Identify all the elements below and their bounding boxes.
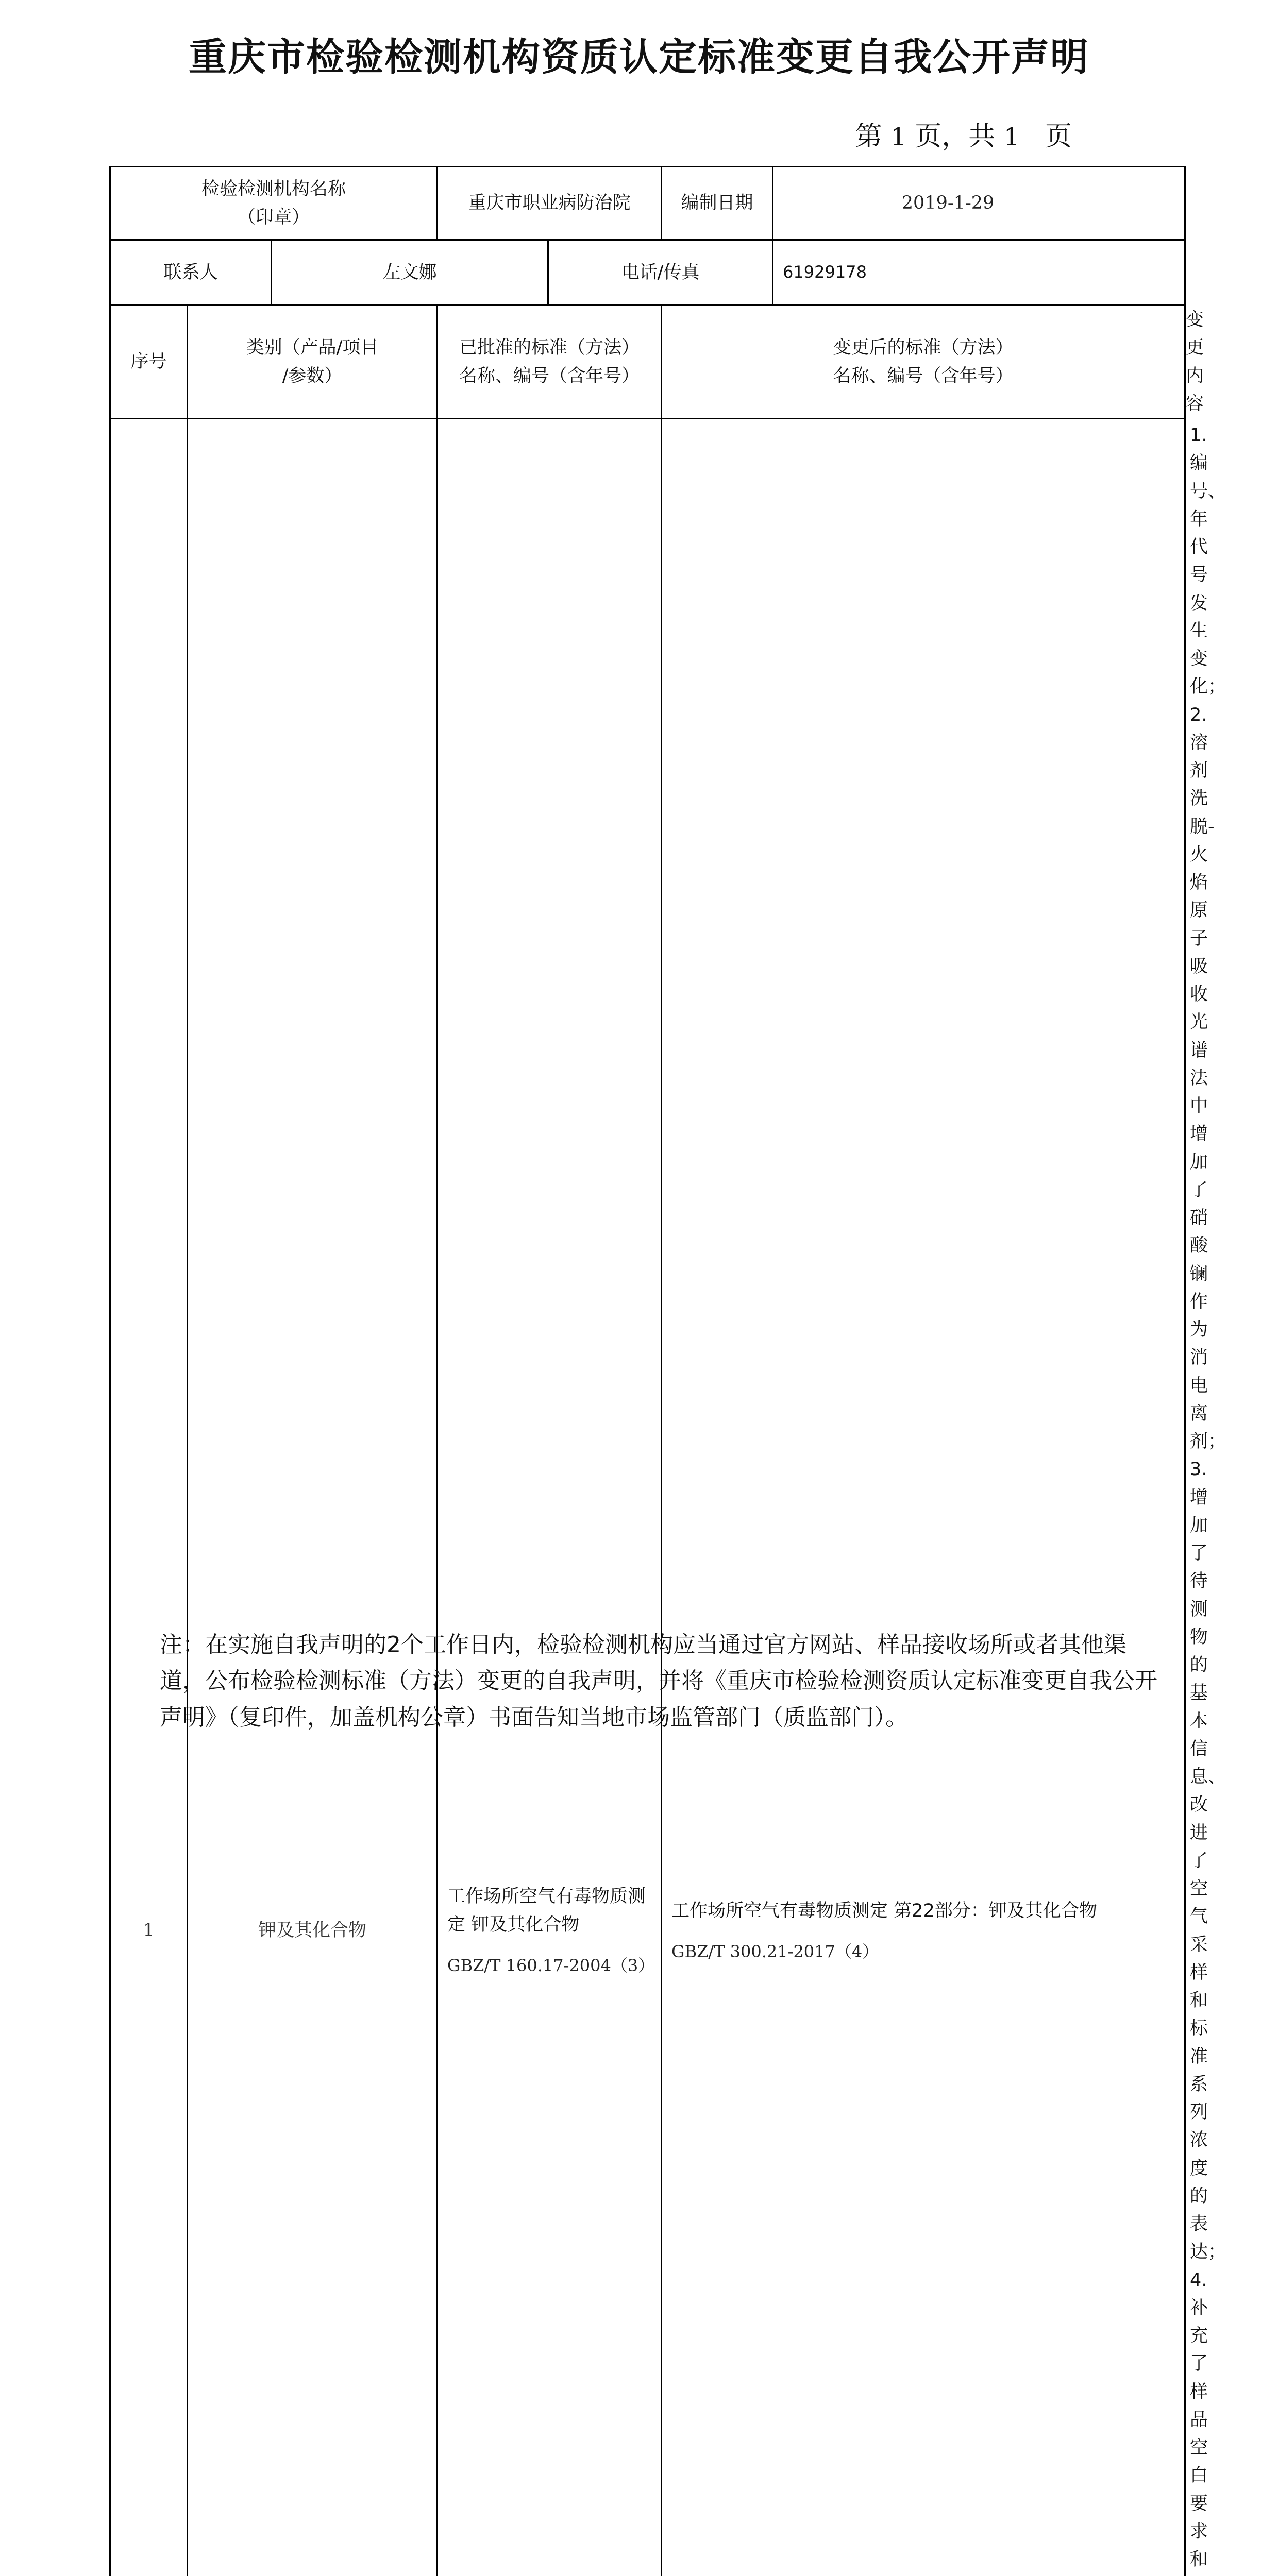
row-seq: 1 bbox=[110, 419, 188, 2576]
col-approved-header bbox=[438, 306, 662, 419]
phone-value: 61929178 bbox=[773, 240, 1185, 306]
contact-label: 联系人 bbox=[110, 240, 272, 306]
changed-name: 工作场所空气有毒物质测定 第22部分：钾及其化合物 bbox=[671, 1897, 1175, 1925]
org-name-label-line1: 检验检测机构名称 bbox=[111, 175, 436, 203]
page-prefix: 第 bbox=[855, 121, 882, 152]
col-category-header bbox=[188, 306, 438, 419]
table-row: 1 钾及其化合物 工作场所空气有毒物质测定 钾及其化合物 GBZ/T 160.17-2004（3） 工作场所空气有毒物质测定 第22部分：钾及其化合物 GBZ/T 300.21-2017（4） 1.编号、年代号发生变化； 2.溶剂洗脱-火焰原子吸收光谱法中增加了硝酸镧作为消电离剂； 3.增加了待测物的基本信息、改进了空气采样和标准系列浓度的表达； 4.补充了样品空白要求和 bbox=[110, 419, 1185, 2576]
col-category-line1: 类别（产品/项目 bbox=[188, 334, 436, 362]
col-changed-line2: 名称、编号（含年号） bbox=[662, 362, 1184, 390]
col-seq-header: 序号 bbox=[110, 306, 188, 419]
page-indicator bbox=[855, 114, 1072, 153]
page-suffix: 页 bbox=[1045, 121, 1072, 152]
col-changed-line1: 变更后的标准（方法） bbox=[662, 334, 1184, 362]
date-label: 编制日期 bbox=[662, 167, 773, 240]
org-name-label bbox=[110, 167, 438, 240]
document-title: 重庆市检验检测机构资质认定标准变更自我公开声明 bbox=[0, 27, 1278, 81]
contact-value: 左文娜 bbox=[272, 240, 548, 306]
col-approved-line1: 已批准的标准（方法） bbox=[438, 334, 661, 362]
phone-label: 电话/传真 bbox=[548, 240, 773, 306]
col-changed-header bbox=[662, 306, 1185, 419]
page-current: 1 bbox=[890, 123, 906, 151]
row-changed bbox=[662, 419, 1185, 2576]
row-approved bbox=[438, 419, 662, 2576]
declaration-table: 检验检测机构名称 （印章） 重庆市职业病防治院 编制日期 2019-1-29 联系人 左文娜 电话/传真 61929178 序号 类别（产品/项目 /参数） 已批准的标准（方法） 名称、编号（含年号） 变更后的标准（方法） 名称、编号（含年号） 变更内容 1 钾及其化合物 工作场所空气有毒物质测定 钾及其化合物 GBZ/T 160.17-2004（3） 工作场所空气有毒物质测定 第22部分：钾及其化合物 GBZ/T 300.21-2017（4） 1.编号、年代号发生变化； 2.溶剂洗脱-火焰原子吸收光谱法中增加了硝酸镧作为消电离剂； 3.增加了待测物的基本信息、改进了空气采样和标准系列浓度的表达； 4.补充了样品空白要求和 bbox=[109, 166, 1186, 2576]
col-approved-line2: 名称、编号（含年号） bbox=[438, 362, 661, 390]
approved-code: GBZ/T 160.17-2004（3） bbox=[447, 1953, 651, 1979]
approved-name: 工作场所空气有毒物质测定 钾及其化合物 bbox=[447, 1883, 651, 1939]
changed-code: GBZ/T 300.21-2017（4） bbox=[671, 1939, 1175, 1965]
page-total: 1 bbox=[1004, 123, 1020, 151]
page-middle: 页，共 bbox=[915, 121, 995, 152]
org-name-value: 重庆市职业病防治院 bbox=[438, 167, 662, 240]
date-value: 2019-1-29 bbox=[773, 167, 1185, 240]
org-name-label-line2: （印章） bbox=[111, 204, 436, 231]
footnote: 注：在实施自我声明的2个工作日内，检验检测机构应当通过官方网站、样品接收场所或者其他渠道，公布检验检测标准（方法）变更的自我声明，并将《重庆市检验检测资质认定标准变更自我公开声明》（复印件，加盖机构公章）书面告知当地市场监管部门（质监部门）。 bbox=[160, 1627, 1165, 1736]
row-category: 钾及其化合物 bbox=[188, 419, 438, 2576]
col-category-line2: /参数） bbox=[188, 362, 436, 390]
